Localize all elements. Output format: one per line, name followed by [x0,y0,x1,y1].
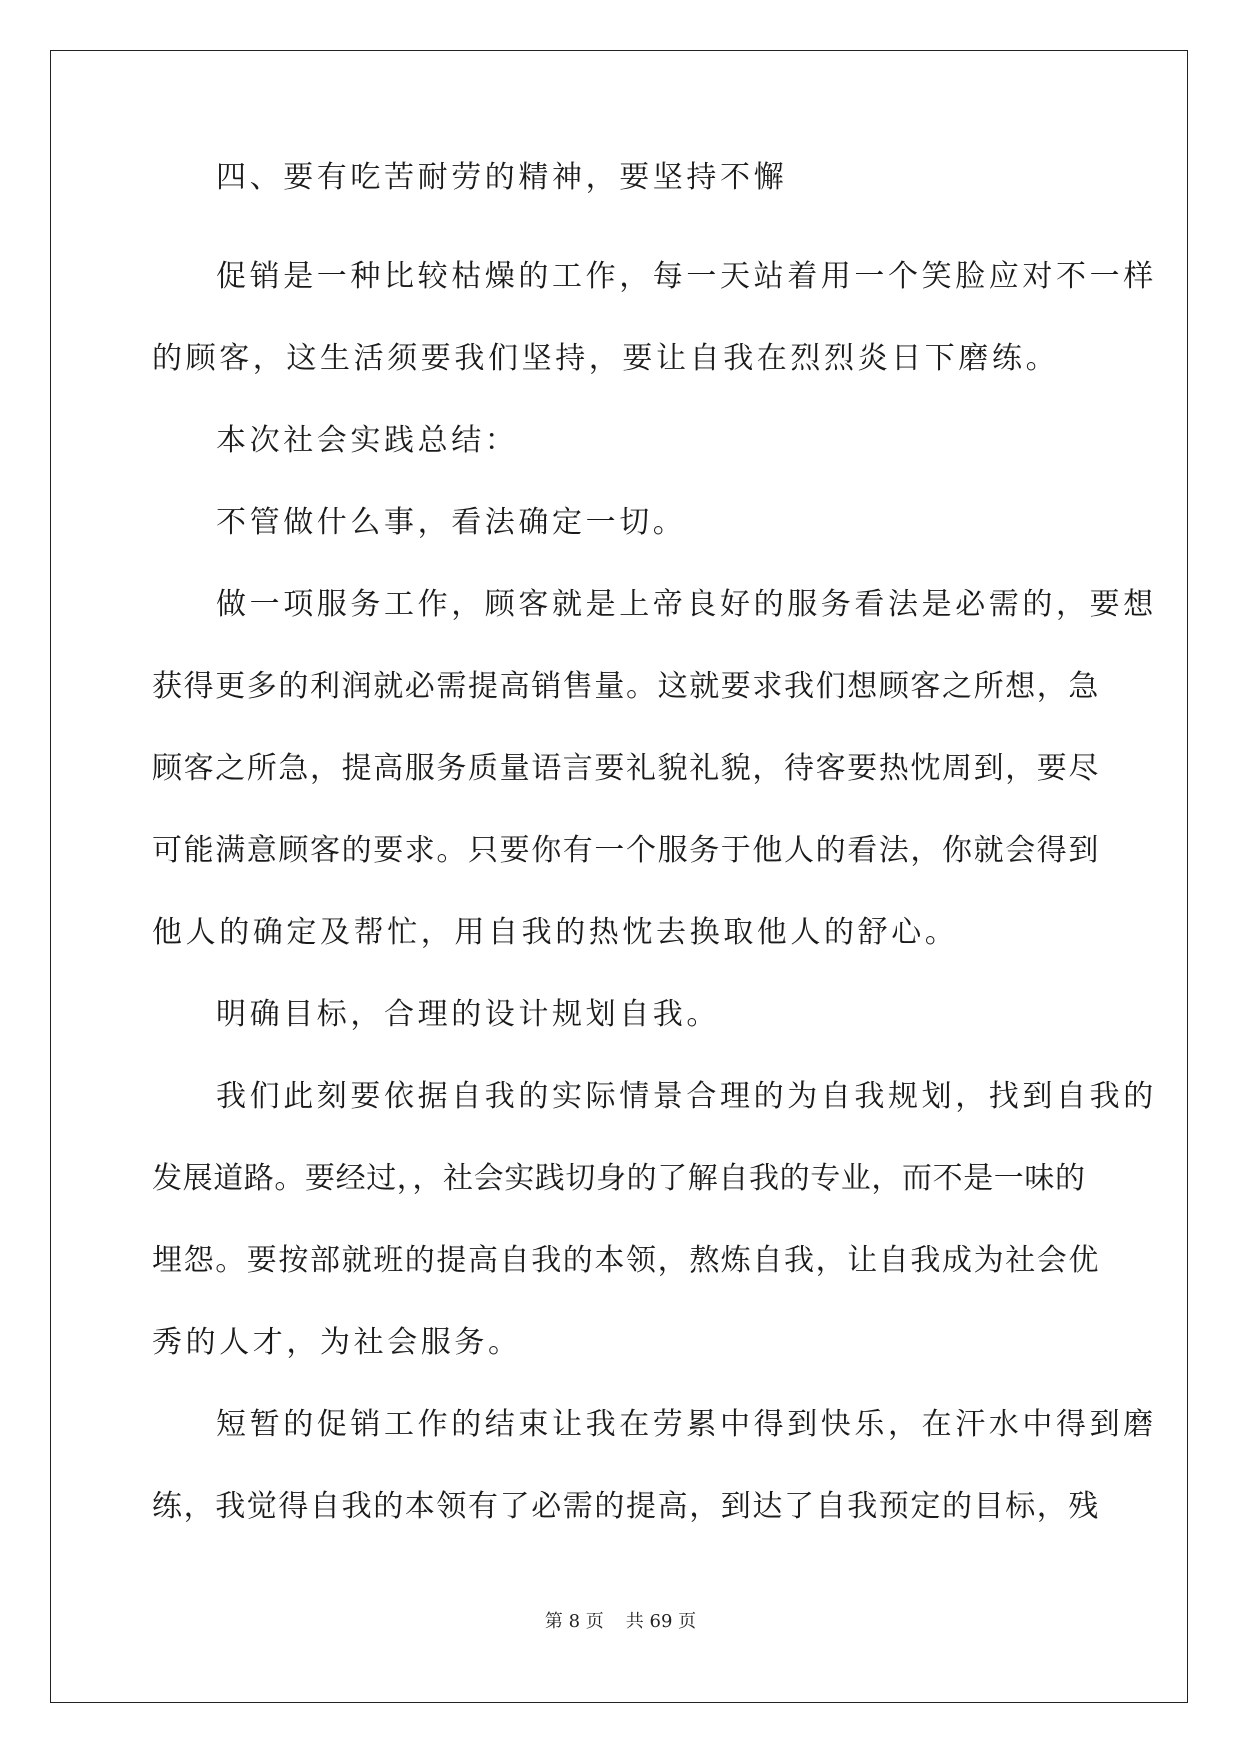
section-heading: 四、要有吃苦耐劳的精神，要坚持不懈 [216,160,788,195]
paragraph-line: 练，我觉得自我的本领有了必需的提高，到达了自我预定的目标，残 [152,1489,1100,1524]
paragraph-line: 获得更多的利润就必需提高销售量。这就要求我们想顾客之所想，急 [152,669,1100,704]
page-total: 共 69 页 [625,1611,697,1632]
page-footer [0,1607,1241,1633]
paragraph-line: 秀的人才，为社会服务。 [152,1325,522,1360]
paragraph-line: 可能满意顾客的要求。只要你有一个服务于他人的看法，你就会得到 [152,833,1100,868]
paragraph-line: 他人的确定及帮忙，用自我的热忱去换取他人的舒心。 [152,915,959,950]
paragraph-line: 顾客之所急，提高服务质量语言要礼貌礼貌，待客要热忱周到，要尽 [152,751,1100,786]
paragraph-line: 发展道路。要经过，，社会实践切身的了解自我的专业，而不是一味的 [152,1161,1086,1196]
paragraph-line: 的顾客，这生活须要我们坚持，要让自我在烈烈炎日下磨练。 [152,341,1060,376]
paragraph-line: 不管做什么事，看法确定一切。 [216,505,687,540]
paragraph-line: 我们此刻要依据自我的实际情景合理的为自我规划，找到自我的 [216,1079,1157,1114]
summary-heading: 本次社会实践总结： [216,423,519,458]
paragraph-line: 做一项服务工作，顾客就是上帝良好的服务看法是必需的，要想 [216,587,1157,622]
paragraph-line: 埋怨。要按部就班的提高自我的本领，熬炼自我，让自我成为社会优 [152,1243,1100,1278]
page-number: 第 8 页 [544,1611,604,1632]
paragraph-line: 短暂的促销工作的结束让我在劳累中得到快乐，在汗水中得到磨 [216,1407,1157,1442]
paragraph-line: 促销是一种比较枯燥的工作，每一天站着用一个笑脸应对不一样 [216,259,1157,294]
document-body [152,160,1157,1548]
paragraph-line: 明确目标，合理的设计规划自我。 [216,997,720,1032]
